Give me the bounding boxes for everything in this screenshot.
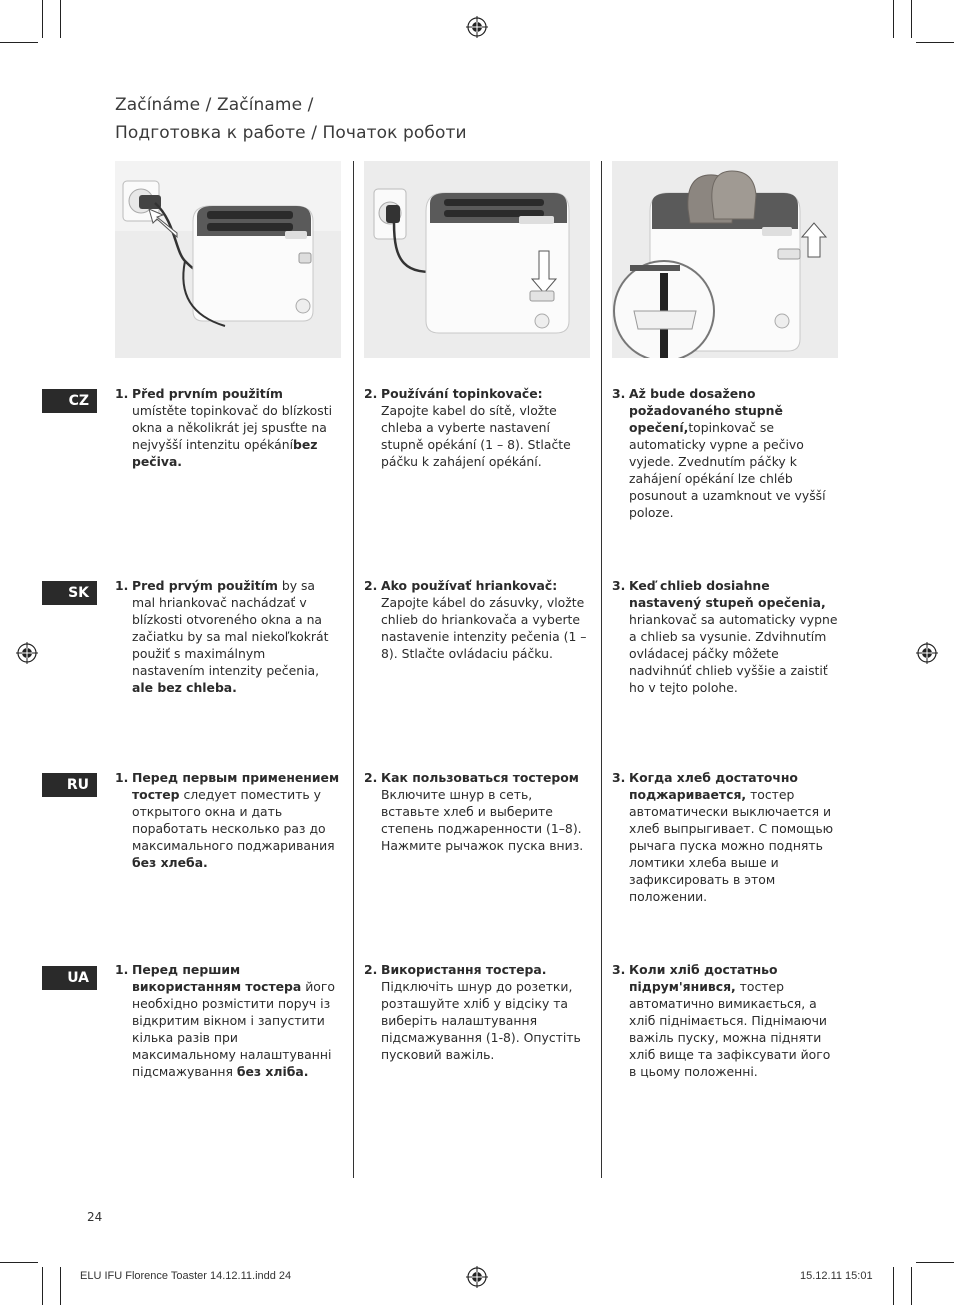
crop-mark bbox=[916, 1262, 954, 1263]
registration-mark-icon bbox=[466, 16, 488, 38]
footer-date: 15.12.11 15:01 bbox=[800, 1270, 873, 1282]
crop-mark bbox=[0, 42, 38, 43]
crop-mark bbox=[893, 1267, 894, 1305]
registration-mark-icon bbox=[916, 642, 938, 664]
photo-bread-pops-up bbox=[612, 161, 838, 358]
step-ua-2: 2. Використання тостера. Підключіть шнур до розетки, розташуйте хліб у відсіку та виберіть налаштування підсмажування (1-8). Опустіть пусковий важіль. bbox=[364, 962, 581, 1062]
crop-mark bbox=[911, 1267, 912, 1305]
language-label-ru: RU bbox=[42, 773, 97, 797]
crop-mark bbox=[60, 1267, 61, 1305]
step-ua-3: 3. Коли хліб достатньо підрум'янився, тостер автоматично вимикається, а хліб піднімається. Піднімаючи важіль пуску, можна підняти хліб вище та зафіксувати його в цьому положенні. bbox=[612, 962, 831, 1079]
step-cz-3: 3. Až bude dosaženo požadovaného stupně opečení,topinkovač se automaticky vypne a pečivo vyjede. Zvednutím páčky k zahájení opékání lze chléb posunout a uzamknout ve vyšší poloze. bbox=[612, 386, 826, 520]
crop-mark bbox=[911, 0, 912, 38]
registration-mark-icon bbox=[466, 1266, 488, 1288]
column-divider bbox=[353, 161, 354, 1178]
crop-mark bbox=[916, 42, 954, 43]
crop-mark bbox=[42, 1267, 43, 1305]
photo-insert-bread bbox=[364, 161, 590, 358]
step-ru-2: 2. Как пользоваться тостером Включите шнур в сеть, вставьте хлеб и выберите степень поджаренности (1–8). Нажмите рычажок пуска вниз. bbox=[364, 770, 584, 853]
language-label-sk: SK bbox=[42, 581, 97, 605]
step-sk-1: 1. Pred prvým použitím by sa mal hriankovač nachádzať v blízkosti otvoreného okna a na začiatku by sa mal niekoľkokrát použiť s maximálnym nastavením intenzity pečenia, ale bez chleba. bbox=[115, 578, 329, 695]
column-divider bbox=[601, 161, 602, 1178]
photo-plug-in-toaster bbox=[115, 161, 341, 358]
page-title-line-1: Začínáme / Začíname / bbox=[115, 95, 314, 115]
step-ru-3: 3. Когда хлеб достаточно поджаривается, тостер автоматически выключается и хлеб выпрыгивает. С помощью рычага пуска можно поднять ломтики хлеба выше и зафиксировать в этом положении. bbox=[612, 770, 834, 904]
page-title-line-2: Подготовка к работе / Початок роботи bbox=[115, 123, 467, 143]
language-label-cz: CZ bbox=[42, 389, 97, 413]
registration-mark-icon bbox=[16, 642, 38, 664]
language-label-ua: UA bbox=[42, 966, 97, 990]
step-ua-1: 1. Перед першим використанням тостера його необхідно розмістити поруч із відкритим вікном і запустити кілька разів при максимальному налаштуванні підсмажування без хліба. bbox=[115, 962, 335, 1079]
crop-mark bbox=[893, 0, 894, 38]
crop-mark bbox=[42, 0, 43, 38]
footer-file-info: ELU IFU Florence Toaster 14.12.11.indd 24 bbox=[80, 1270, 292, 1282]
step-sk-3: 3. Keď chlieb dosiahne nastavený stupeň opečenia, hriankovač sa automaticky vypne a chlieb sa vysunie. Zdvihnutím ovládacej páčky môžete nadvihnúť chlieb vyššie a zaistiť ho v tejto polohe. bbox=[612, 578, 838, 695]
crop-mark bbox=[60, 0, 61, 38]
step-cz-2: 2. Používání topinkovače: Zapojte kabel do sítě, vložte chleba a vyberte nastavení stupně opékání (1 – 8). Stlačte páčku k zahájení opékání. bbox=[364, 386, 571, 469]
step-cz-1: 1. Před prvním použitím umístěte topinkovač do blízkosti okna a několikrát jej spusťte na nejvyšší intenzitu opékáníbez pečiva. bbox=[115, 386, 333, 469]
step-ru-1: 1. Перед первым применением тостер следует поместить у открытого окна и дать поработать несколько раз до максимального поджаривания без хлеба. bbox=[115, 770, 340, 870]
page-number: 24 bbox=[87, 1210, 103, 1224]
step-sk-2: 2. Ako používať hriankovač: Zapojte kábel do zásuvky, vložte chlieb do hriankovača a vyberte nastavenie intenzity pečenia (1 – 8). Stlačte ovládaciu páčku. bbox=[364, 578, 587, 661]
crop-mark bbox=[0, 1262, 38, 1263]
